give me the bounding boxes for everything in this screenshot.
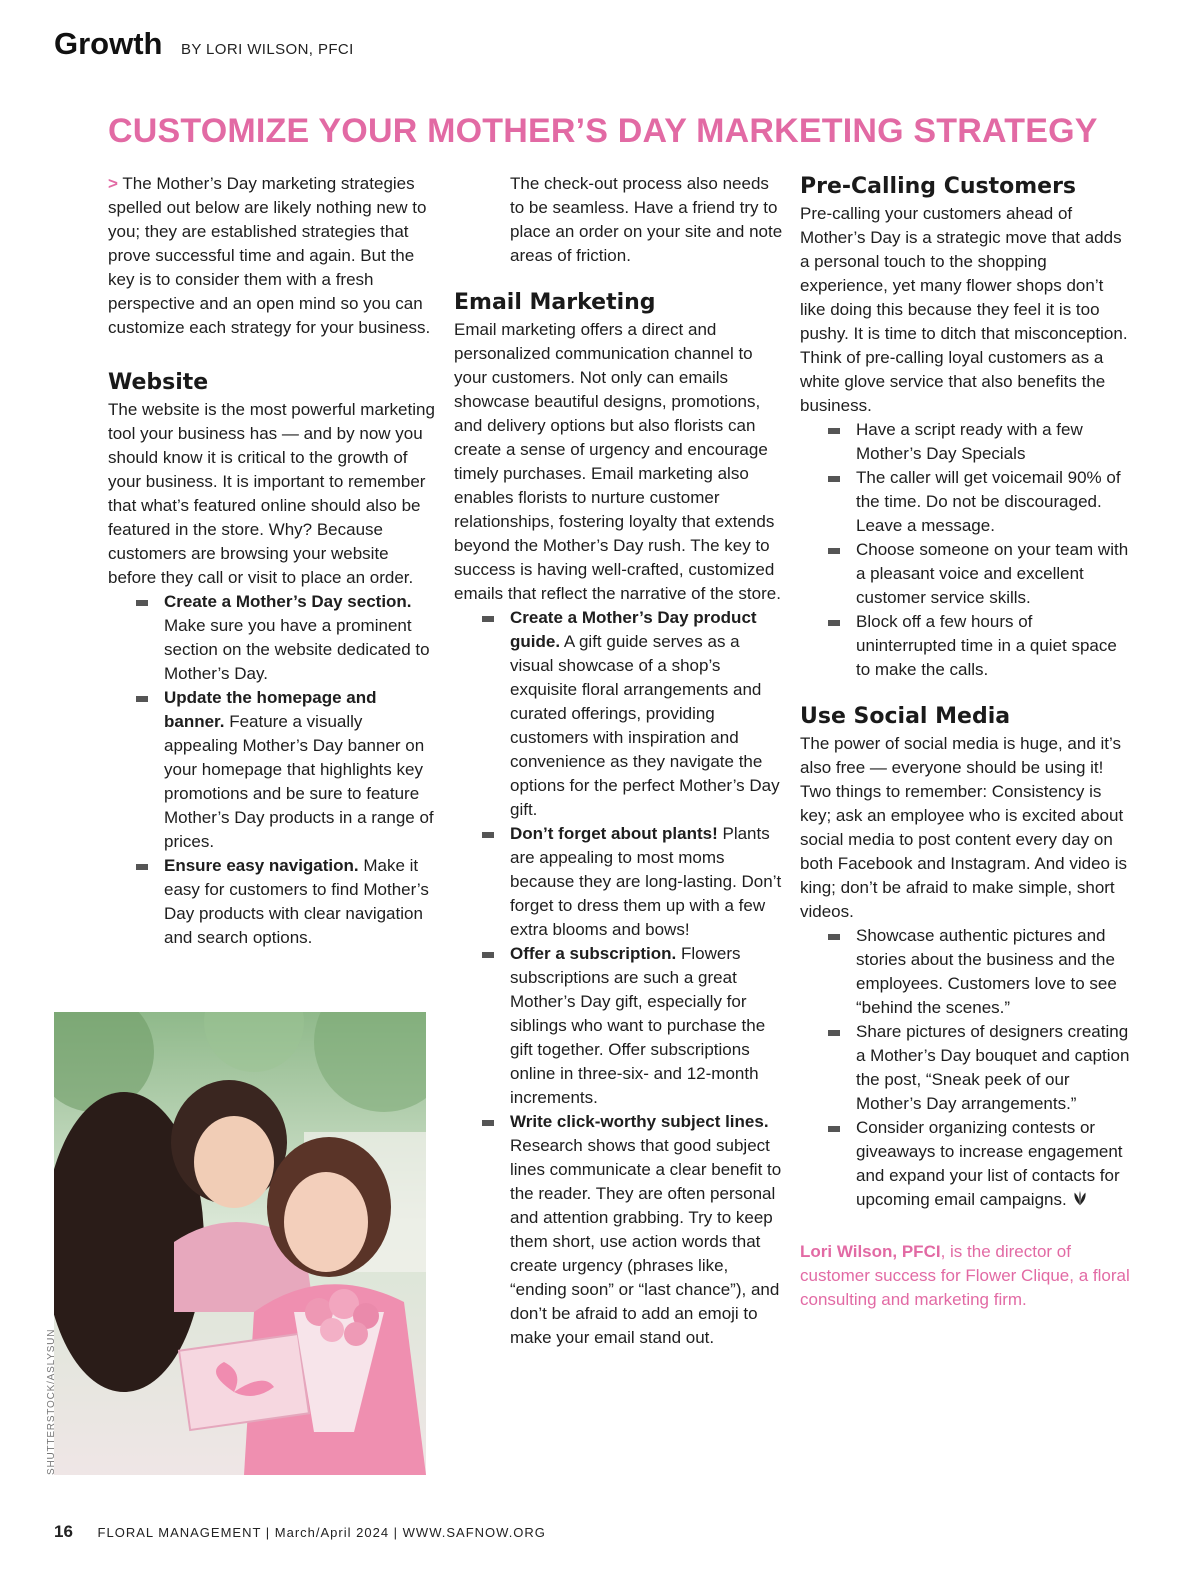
bullet-lead: Write click-worthy subject lines.: [510, 1112, 769, 1131]
author-bio: [800, 1240, 1130, 1312]
email-heading: Email Marketing: [454, 290, 656, 315]
bullet-lead: Update the homepage and banner.: [164, 688, 377, 731]
intro-text: The Mother’s Day marketing strategies spelled out below are likely nothing new to you; they are established strategies that prove successful time and again. But the key is to consider them with a fresh perspective and an open mind so you can customize each strategy for your business.: [108, 174, 431, 337]
intro-paragraph: [108, 172, 438, 340]
bullet-lead: Ensure easy navigation.: [164, 856, 359, 875]
list-item: [856, 1116, 1130, 1212]
list-item: [164, 590, 438, 686]
bullet-text: A gift guide serves as a visual showcase of a shop’s exquisite floral arrangements and curated offerings, providing customers with inspiration and convenience as they navigate the options for the perfect Mother’s Day gift.: [510, 632, 780, 819]
list-item: [510, 942, 784, 1110]
saf-end-mark-icon: [1071, 1189, 1089, 1207]
website-continued: The check-out process also needs to be seamless. Have a friend try to place an order on your site and note areas of friction.: [510, 174, 783, 265]
mothers-day-photo: [54, 1012, 426, 1475]
list-item: [164, 686, 438, 854]
list-item: [510, 822, 784, 942]
email-bullets: [454, 606, 784, 1350]
photo-credit: SHUTTERSTOCK/ASLYSUN: [46, 1328, 57, 1475]
social-body: The power of social media is huge, and it’s also free — everyone should be using it! Two things to remember: Consistency is key; ask an employee who is excited about social media to post content every day on both Facebook and Instagram. And video is king; don’t be afraid to make simple, short videos.: [800, 734, 1127, 921]
website-heading: Website: [108, 370, 209, 395]
bullet-lead: Create a Mother’s Day section.: [164, 592, 412, 611]
bullet-lead: Offer a subscription.: [510, 944, 677, 963]
bullet-text: Consider organizing contests or giveaways to increase engagement and expand your list of contacts for upcoming email campaigns.: [856, 1118, 1123, 1209]
list-item: Block off a few hours of uninterrupted time in a quiet space to make the calls.: [856, 610, 1130, 682]
email-body: Email marketing offers a direct and personalized communication channel to your customers. Not only can emails showcase beautiful designs, promotions, and delivery options but also florists can create a sense of urgency and encourage timely purchases. Email marketing also enables florists to nurture customer relationships, fostering loyalty that extends beyond the Mother’s Day rush. The key to success is having well-crafted, customized emails that reflect the narrative of the store.: [454, 320, 781, 603]
list-item: Choose someone on your team with a pleasant voice and excellent customer service skills.: [856, 538, 1130, 610]
column-1: [108, 172, 438, 950]
section-tag: Growth: [54, 26, 163, 61]
bullet-text: Make sure you have a prominent section on the website dedicated to Mother’s Day.: [164, 616, 430, 683]
social-bullets: [800, 924, 1130, 1212]
column-2: [454, 172, 784, 1350]
bullet-text: Flowers subscriptions are such a great Mother’s Day gift, especially for siblings who want to purchase the gift together. Offer subscriptions online in three-six- and 12-month increments.: [510, 944, 766, 1107]
arrow-icon: >: [108, 174, 118, 193]
page-footer: [54, 1522, 546, 1542]
bullet-text: Research shows that good subject lines communicate a clear benefit to the reader. They are often personal and attention grabbing. Try to keep them short, use action words that create urgency (phrases like, “ending soon” or “last chance”), and don’t be afraid to add an emoji to make your email stand out.: [510, 1136, 782, 1347]
column-3: [800, 172, 1130, 1312]
author-bio-text: , is the director of customer success for Flower Clique, a floral consulting and marketing firm.: [800, 1242, 1130, 1309]
page-header: [54, 26, 354, 62]
page-number: 16: [54, 1522, 73, 1541]
precalling-body: Pre-calling your customers ahead of Mother’s Day is a strategic move that adds a personal touch to the shopping experience, yet many flower shops don’t like doing this because they feel it is too pushy. It is time to ditch that misconception. Think of pre-calling loyal customers as a white glove service that also benefits the business.: [800, 204, 1128, 415]
bullet-text: Feature a visually appealing Mother’s Day banner on your homepage that highlights key promotions and be sure to feature Mother’s Day products in a range of prices.: [164, 712, 434, 851]
list-item: Showcase authentic pictures and stories about the business and the employees. Customers love to see “behind the scenes.”: [856, 924, 1130, 1020]
article-headline: CUSTOMIZE YOUR MOTHER’S DAY MARKETING STRATEGY: [108, 112, 1098, 150]
list-item: Share pictures of designers creating a Mother’s Day bouquet and caption the post, “Sneak peek of our Mother’s Day arrangements.”: [856, 1020, 1130, 1116]
precalling-heading: Pre-Calling Customers: [800, 174, 1077, 199]
list-item: [510, 606, 784, 822]
list-item: The caller will get voicemail 90% of the time. Do not be discouraged. Leave a message.: [856, 466, 1130, 538]
list-item: Have a script ready with a few Mother’s Day Specials: [856, 418, 1130, 466]
bullet-lead: Create a Mother’s Day product guide.: [510, 608, 757, 651]
website-body: The website is the most powerful marketing tool your business has — and by now you should know it is critical to the growth of your business. It is important to remember that what’s featured online should also be featured in the store. Why? Because customers are browsing your website before they call or visit to place an order.: [108, 400, 435, 587]
footer-text: FLORAL MANAGEMENT | March/April 2024 | WWW.SAFNOW.ORG: [97, 1525, 546, 1540]
bullet-lead: Don’t forget about plants!: [510, 824, 718, 843]
social-heading: Use Social Media: [800, 704, 1011, 729]
list-item: [510, 1110, 784, 1350]
bullet-text: Plants are appealing to most moms because they are long-lasting. Don’t forget to dress them up with a few extra blooms and bows!: [510, 824, 782, 939]
list-item: [164, 854, 438, 950]
byline: BY LORI WILSON, PFCI: [180, 41, 354, 58]
precalling-bullets: [800, 418, 1130, 682]
article-photo: [54, 1012, 426, 1475]
author-name: Lori Wilson, PFCI: [800, 1242, 941, 1261]
bullet-text: Make it easy for customers to find Mother’s Day products with clear navigation and search options.: [164, 856, 429, 947]
website-bullets: [108, 590, 438, 950]
